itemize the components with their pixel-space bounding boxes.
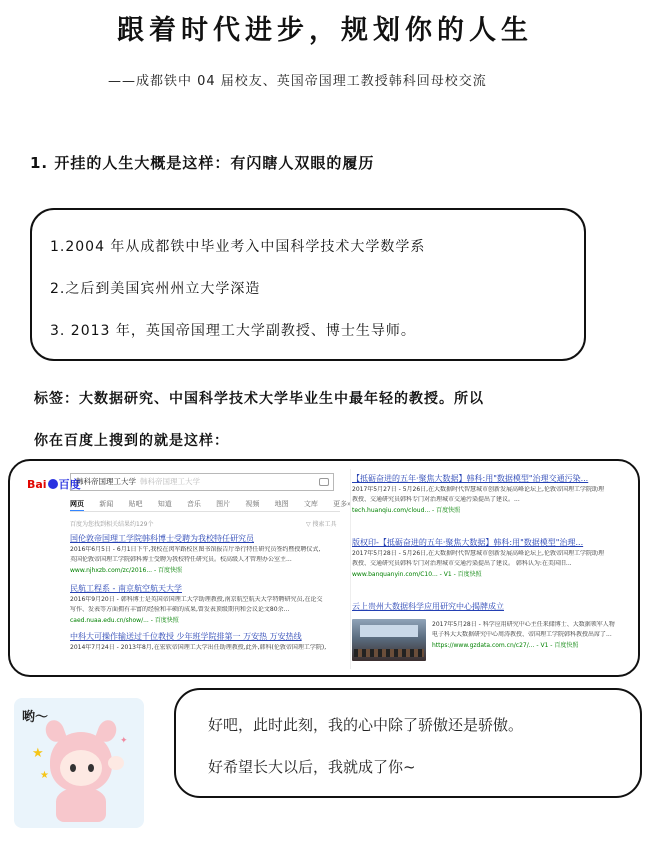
search-result (70, 631, 340, 652)
result-title-link[interactable]: 民航工程系 - 南京航空航天大学 (70, 584, 182, 593)
closing-line-1: 好吧，此时此刻，我的心中除了骄傲还是骄傲。 (208, 716, 524, 734)
tags-line-2: 你在百度上搜到的就是这样： (34, 433, 229, 449)
result-url[interactable]: www.banquanyin.com/C10... - V1 - 百度快照 (352, 571, 482, 578)
search-result-body (432, 619, 636, 649)
column-divider (350, 469, 351, 669)
result-snippet: 2016年9月20日 - 韩科博士是英国帝国理工大学助理教授,南京航空航天大学特聘研究员,在论交 (70, 596, 323, 603)
result-snippet: 2016年6月5日 - 6月1日下午,我校在闵军路校区图书馆报告厅举行特任研究员签约暨授聘仪式, (70, 546, 321, 553)
resume-item-2: 2.之后到美国宾州州立大学深造 (50, 281, 261, 297)
result-snippet: 电子科大大数据研究中心周涛教授、帝国理工学院韩科教授出席了... (432, 631, 612, 638)
search-result (70, 583, 340, 624)
search-tabs (70, 499, 364, 509)
result-snippet: 2017年5月28日 - 科学应用研究中心主任来储博士、大数据领军人物 (432, 621, 615, 628)
result-title-link[interactable]: 【抵砺奋进的五年·聚焦大数据】韩科:用"数据模型"治理交通污染... (352, 474, 589, 483)
search-result (70, 533, 340, 574)
resume-item-1: 1.2004 年从成都铁中毕业考入中国科学技术大学数学系 (50, 239, 426, 255)
sparkle-icon: ✦ (120, 736, 128, 746)
result-snippet: 2014年7月24日 - 2013年8月,在宏软帝国理工大学出任助理教授,此外,韩科(伦敦帝国理工学院), (70, 644, 327, 651)
closing-line-2: 好希望长大以后，我就成了你~ (208, 758, 416, 776)
search-result (352, 537, 634, 578)
result-title-link[interactable]: 版权印-【抵砺奋进的五年·聚焦大数据】韩科:用"数据模型"治理... (352, 538, 584, 547)
result-snippet: 英国伦敦帝国理工学院韩科博士受聘为我校特任研究员。校高级人才管理办公室主... (70, 556, 292, 563)
baidu-logo: Bai 百度 (27, 478, 81, 491)
tab-video[interactable]: 视频 (245, 500, 260, 508)
search-result (352, 473, 634, 514)
tab-map[interactable]: 地图 (274, 500, 289, 508)
result-count: 百度为您找到相关结果约129个 (70, 521, 154, 528)
section-heading: 1. 开挂的人生大概是这样：有闪瞎人双眼的履历 (30, 154, 375, 172)
result-url[interactable]: tech.huanqiu.com/cloud... - 百度快照 (352, 507, 461, 514)
cartoon-girl-illustration (14, 698, 144, 828)
resume-item-3: 3. 2013 年，英国帝国理工大学副教授、博士生导师。 (50, 323, 416, 339)
tags-line-1: 标签：大数据研究、中国科学技术大学毕业生中最年轻的教授。所以 (34, 391, 484, 407)
camera-icon[interactable] (319, 478, 329, 486)
baidu-screenshot (8, 459, 640, 677)
tab-images[interactable]: 图片 (216, 500, 231, 508)
star-icon: ★ (32, 746, 44, 761)
resume-bubble (30, 208, 586, 361)
baidu-paw-icon (48, 479, 58, 489)
closing-speech-bubble (174, 688, 642, 798)
tabs-divider (70, 511, 340, 512)
result-url[interactable]: caed.nuaa.edu.cn/show/... - 百度快照 (70, 617, 179, 624)
result-title-link[interactable]: 国伦敦帝国理工学院韩科博士受聘为我校特任研究员 (70, 534, 254, 543)
result-snippet: 写作、发表等方面拥有丰富的经验和丰硕的成果,曾发表顶级期刊和会议论文80余... (70, 606, 290, 613)
result-url[interactable]: https://www.gzdata.com.cn/c27/... - V1 - 百度快照 (432, 642, 579, 649)
page-subtitle: ——成都铁中 04 届校友、英国帝国理工教授韩科回母校交流 (108, 74, 487, 89)
search-tools-button[interactable]: ▽ 搜索工具 (306, 521, 337, 528)
result-title-link[interactable]: 中科大可操作输送过千位教授 少年班学院排第一 万安热 万安热线 (70, 632, 302, 641)
page-title: 跟着时代进步，规划你的人生 (117, 15, 533, 46)
tab-zhidao[interactable]: 知道 (157, 500, 172, 508)
tab-tieba[interactable]: 贴吧 (128, 500, 143, 508)
news-thumbnail[interactable] (352, 619, 426, 661)
result-snippet: 2017年5月27日 - 5月26日,在大数据时代智慧城市创新发展高峰论坛上,伦敦帝国理工学院助理 (352, 486, 604, 493)
result-snippet: 教授、交通研究员韩科专门对治理城市交通污染提出了建议。... (352, 496, 520, 503)
cartoon-speech: 哟～ (22, 710, 49, 725)
result-snippet: 2017年5月28日 - 5月26日,在大数据时代智慧城市创新发展高峰论坛上,伦敦帝国理工学院助理 (352, 550, 604, 557)
tab-wenku[interactable]: 文库 (303, 500, 318, 508)
tab-news[interactable]: 新闻 (99, 500, 114, 508)
search-result (352, 601, 634, 612)
result-url[interactable]: www.njhxzb.com/zc/2016... - 百度快照 (70, 567, 183, 574)
result-snippet: 教授、交通研究员韩科专门对治理城市交通污染提出了建议。 韩科认为:在美国旧... (352, 560, 572, 567)
tab-web[interactable]: 网页 (70, 500, 84, 512)
star-icon: ★ (40, 770, 49, 781)
tab-music[interactable]: 音乐 (186, 500, 201, 508)
result-title-link[interactable]: 云上贵州大数据科学应用研究中心揭牌成立 (352, 602, 504, 611)
tab-more[interactable]: 更多» (333, 500, 352, 508)
search-input[interactable]: 韩科帝国理工大学 韩科帝国理工大学 (70, 473, 334, 491)
